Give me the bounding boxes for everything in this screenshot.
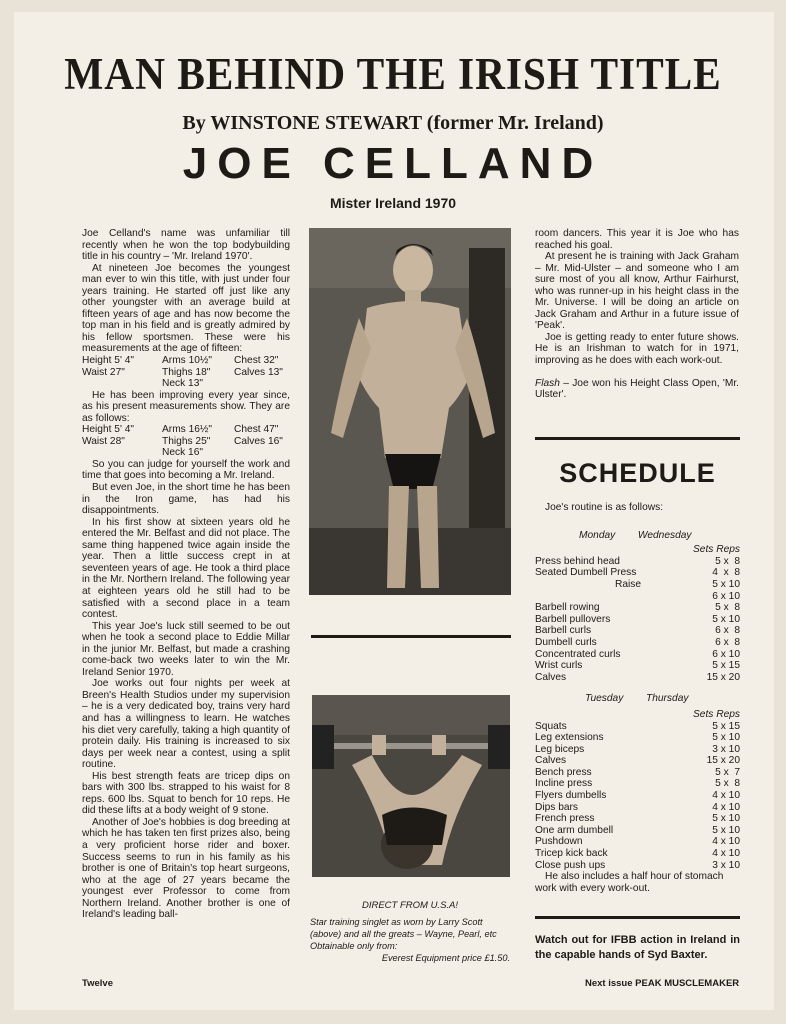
headline: MAN BEHIND THE IRISH TITLE	[64, 49, 722, 99]
divider	[535, 916, 740, 919]
exercise-name: Tricep kick back	[535, 848, 608, 860]
schedule-table	[535, 502, 740, 894]
sets-reps-value: 3 x 10	[712, 743, 740, 755]
exercise-row	[535, 848, 740, 860]
sets-reps-value: 5 x 8	[715, 602, 740, 614]
next-issue: Next issue PEAK MUSCLEMAKER	[585, 978, 740, 989]
paragraph: Another of Joe's hobbies is dog breeding at which he has taken ten first prizes also, being a very proficient horse rider and boxer. Success seems to run in his family as his brother is one of Britain's top heart surgeons, who at the age of 27 years became the youngest ever Professor to come from Northern Ireland. Another brother is one of Ireland's leading ball-	[82, 816, 290, 921]
article-right-column	[535, 228, 739, 401]
exercise-name: Calves	[535, 671, 567, 683]
exercise-name: Barbell curls	[535, 625, 592, 637]
paragraph: room dancers. This year it is Joe who has reached his goal.	[535, 228, 739, 251]
paragraph: At nineteen Joe becomes the youngest man ever to win this title, with just under four years training. He started off just like any other youngster with an average build at fifteen years of age and has now become the top man in his field and is greatly admired by his fellow sportsmen. These were his measurements at the age of fifteen:	[82, 262, 290, 355]
divider	[535, 437, 740, 440]
exercise-name: Leg extensions	[535, 732, 604, 744]
sets-reps-value: 4 x 10	[712, 848, 740, 860]
exercise-row	[535, 813, 740, 825]
paragraph: He has been improving every year since, as his present measurements show. They are as follows:	[82, 389, 290, 424]
measurement: Chest 47"	[234, 424, 279, 436]
sets-reps-value: 6 x 8	[715, 636, 740, 648]
exercise-name: Bench press	[535, 766, 592, 778]
day-label: Tuesday	[585, 693, 624, 705]
measurement: Calves 16"	[234, 435, 283, 447]
flash-note	[535, 378, 739, 401]
exercise-row	[535, 721, 740, 733]
paragraph: So you can judge for yourself the work and time that goes into becoming a Mr. Ireland.	[82, 458, 290, 482]
exercise-row	[535, 778, 740, 790]
exercise-row	[535, 649, 740, 661]
sets-reps-value: 5 x 15	[712, 660, 740, 672]
paragraph: This year Joe's luck still seemed to be out when he took a second place to Eddie Millar in the junior Mr. Belfast, but made a crashing come-back two weeks later to win the Mr. Ireland Senior 1970.	[82, 620, 290, 678]
exercise-row	[535, 567, 740, 579]
exercise-row	[535, 637, 740, 649]
measurement	[82, 447, 162, 459]
exercise-row	[535, 556, 740, 568]
exercise-row	[535, 755, 740, 767]
measurement: Height 5' 4"	[82, 424, 135, 436]
athlete-name: JOE CELLAND	[182, 139, 604, 188]
exercise-list-b	[535, 721, 740, 872]
exercise-row	[535, 614, 740, 626]
exercise-name: Incline press	[535, 778, 593, 790]
day-label: Thursday	[645, 693, 689, 705]
measurement: Arms 10½"	[162, 355, 213, 367]
sets-reps-header: Sets Reps	[693, 544, 740, 556]
measurement: Waist 28"	[82, 435, 125, 447]
bodybuilder-photo	[309, 228, 511, 595]
byline: By WINSTONE STEWART (former Mr. Ireland)	[182, 112, 604, 134]
schedule-intro: Joe's routine is as follows:	[545, 502, 664, 513]
days-header-a	[535, 530, 740, 542]
paragraph: His best strength feats are tricep dips on bars with 300 lbs. strapped to his waist for 8 reps. 600 lbs. Squat to bench for 10 reps. He did these lifts at a body weight of 9 stone.	[82, 770, 290, 817]
paragraph: Joe is getting ready to enter future shows. He is an Irishman to watch for in 1971, improving as he does with each work-out.	[535, 331, 739, 367]
measurements-present	[82, 424, 290, 459]
exercise-row	[535, 744, 740, 756]
ad-title: DIRECT FROM U.S.A!	[361, 900, 459, 911]
paragraph: Joe works out four nights per week at Breen's Health Studios under my supervision – he is a very dedicated boy, trains very hard and has a willingness to learn. He watches his diet very carefully, taking a high quantity of protein daily. His training is increased to six days per week near a contest, using a split routine.	[82, 678, 290, 771]
ad-price: Everest Equipment price £1.50.	[381, 953, 510, 963]
exercise-row	[535, 836, 740, 848]
sets-reps-value: 4 x 10	[712, 801, 740, 813]
sets-reps-value: 5 x 10	[712, 824, 740, 836]
paragraph: In his first show at sixteen years old he entered the Mr. Belfast and did not place. The same thing happened twice again inside the year. Then a little success crept in at seventeen years of age. He took a third place in the Mr. Northern Ireland. The following year at eighteen years old he still had to be satisfied with a second place in a team contest.	[82, 516, 290, 621]
day-label: Monday	[579, 529, 616, 541]
paragraph: Joe Celland's name was unfamiliar till recently when he won the top bodybuilding title in his country – 'Mr. Ireland 1970'.	[82, 228, 290, 263]
sets-reps-value: 6 x 8	[715, 625, 740, 637]
days-header-b	[535, 693, 740, 705]
exercise-row	[535, 825, 740, 837]
watch-out-notice: Watch out for IFBB action in Ireland in the capable hands of Syd Baxter.	[535, 934, 740, 961]
schedule-title: SCHEDULE	[559, 458, 716, 488]
measurement	[234, 378, 306, 390]
sets-reps-header: Sets Reps	[693, 708, 740, 720]
bodybuilder-figure-image	[309, 228, 511, 595]
sets-reps-value: 4 x 8	[712, 567, 740, 579]
article-left-column	[82, 228, 290, 921]
exercise-name: Raise	[615, 578, 642, 590]
ad-description: Star training singlet as worn by Larry Scott (above) and all the greats – Wayne, Pearl, etc	[310, 917, 497, 939]
exercise-row	[535, 860, 740, 872]
measurement: Thighs 18"	[162, 366, 211, 378]
paragraph: But even Joe, in the short time he has been in the Iron game, has had his disappointments.	[82, 482, 290, 517]
sets-reps-value: 4 x 10	[712, 790, 740, 802]
exercise-name: Squats	[535, 720, 567, 732]
exercise-name: One arm dumbell	[535, 824, 614, 836]
exercise-row	[535, 591, 740, 603]
sets-reps-value: 6 x 10	[712, 590, 740, 602]
sets-reps-value: 15 x 20	[706, 671, 740, 683]
exercise-name: Seated Dumbell Press	[535, 567, 637, 579]
exercise-row	[535, 660, 740, 672]
exercise-name: Dumbell curls	[535, 636, 597, 648]
measurement: Chest 32"	[234, 355, 279, 367]
sets-reps-value: 6 x 10	[712, 648, 740, 660]
exercise-row	[535, 802, 740, 814]
advertisement	[310, 900, 510, 964]
exercise-name: French press	[535, 813, 595, 825]
page-number: Twelve	[82, 978, 113, 989]
exercise-name: Pushdown	[535, 836, 583, 848]
exercise-name: Calves	[535, 755, 567, 767]
day-label: Wednesday	[637, 529, 692, 541]
sets-reps-value: 3 x 10	[712, 859, 740, 871]
exercise-row	[535, 732, 740, 744]
sets-reps-value: 5 x 10	[712, 813, 740, 825]
exercise-name: Concentrated curls	[535, 648, 621, 660]
measurements-age-15	[82, 355, 290, 390]
exercise-list-a	[535, 556, 740, 684]
exercise-name: Leg biceps	[535, 743, 585, 755]
measurement: Neck 16"	[162, 447, 203, 459]
exercise-row	[535, 625, 740, 637]
exercise-name: Flyers dumbells	[535, 790, 607, 802]
sets-reps-value: 5 x 10	[712, 732, 740, 744]
sets-reps-value: 5 x 8	[715, 778, 740, 790]
exercise-name: Press behind head	[535, 555, 620, 567]
measurement: Neck 13"	[162, 378, 203, 390]
sets-reps-value: 5 x 10	[712, 578, 740, 590]
paragraph: At present he is training with Jack Graham – Mr. Mid-Ulster – and someone who I am sure most of you all know, Arthur Fairhurst, who was runner-up in his height class in the Mr. Universe. I will be doing an article on Jack Graham and Arthur in a future issue of 'Peak'.	[535, 251, 739, 332]
ad-availability: Obtainable only from:	[310, 941, 398, 951]
exercise-name: Close push ups	[535, 859, 606, 871]
sets-reps-value: 5 x 7	[715, 766, 740, 778]
exercise-row	[535, 790, 740, 802]
sets-reps-value: 5 x 8	[715, 555, 740, 567]
sets-reps-value: 5 x 10	[712, 613, 740, 625]
measurement	[82, 378, 162, 390]
bench-press-image	[312, 695, 510, 877]
divider	[311, 635, 511, 638]
measurement: Arms 16½"	[162, 424, 213, 436]
sets-reps-value: 5 x 15	[712, 720, 740, 732]
sets-reps-value: 4 x 10	[712, 836, 740, 848]
measurement	[234, 447, 306, 459]
measurement: Thighs 25"	[162, 435, 211, 447]
flash-text: – Joe won his Height Class Open, 'Mr. Ulster'.	[535, 377, 739, 401]
subtitle: Mister Ireland 1970	[329, 195, 457, 211]
exercise-row	[535, 767, 740, 779]
bench-press-photo	[312, 695, 510, 877]
exercise-row	[535, 602, 740, 614]
measurement: Calves 13"	[234, 366, 283, 378]
flash-label: Flash	[535, 377, 560, 389]
exercise-name: Dips bars	[535, 801, 579, 813]
exercise-row	[535, 672, 740, 684]
exercise-name: Barbell rowing	[535, 602, 600, 614]
exercise-name: Barbell pullovers	[535, 613, 611, 625]
measurement: Height 5' 4"	[82, 355, 135, 367]
exercise-name: Wrist curls	[535, 660, 583, 672]
exercise-row	[535, 579, 740, 591]
sets-reps-value: 15 x 20	[706, 755, 740, 767]
measurement: Waist 27"	[82, 366, 125, 378]
schedule-closing: He also includes a half hour of stomach work with every work-out.	[535, 871, 724, 894]
